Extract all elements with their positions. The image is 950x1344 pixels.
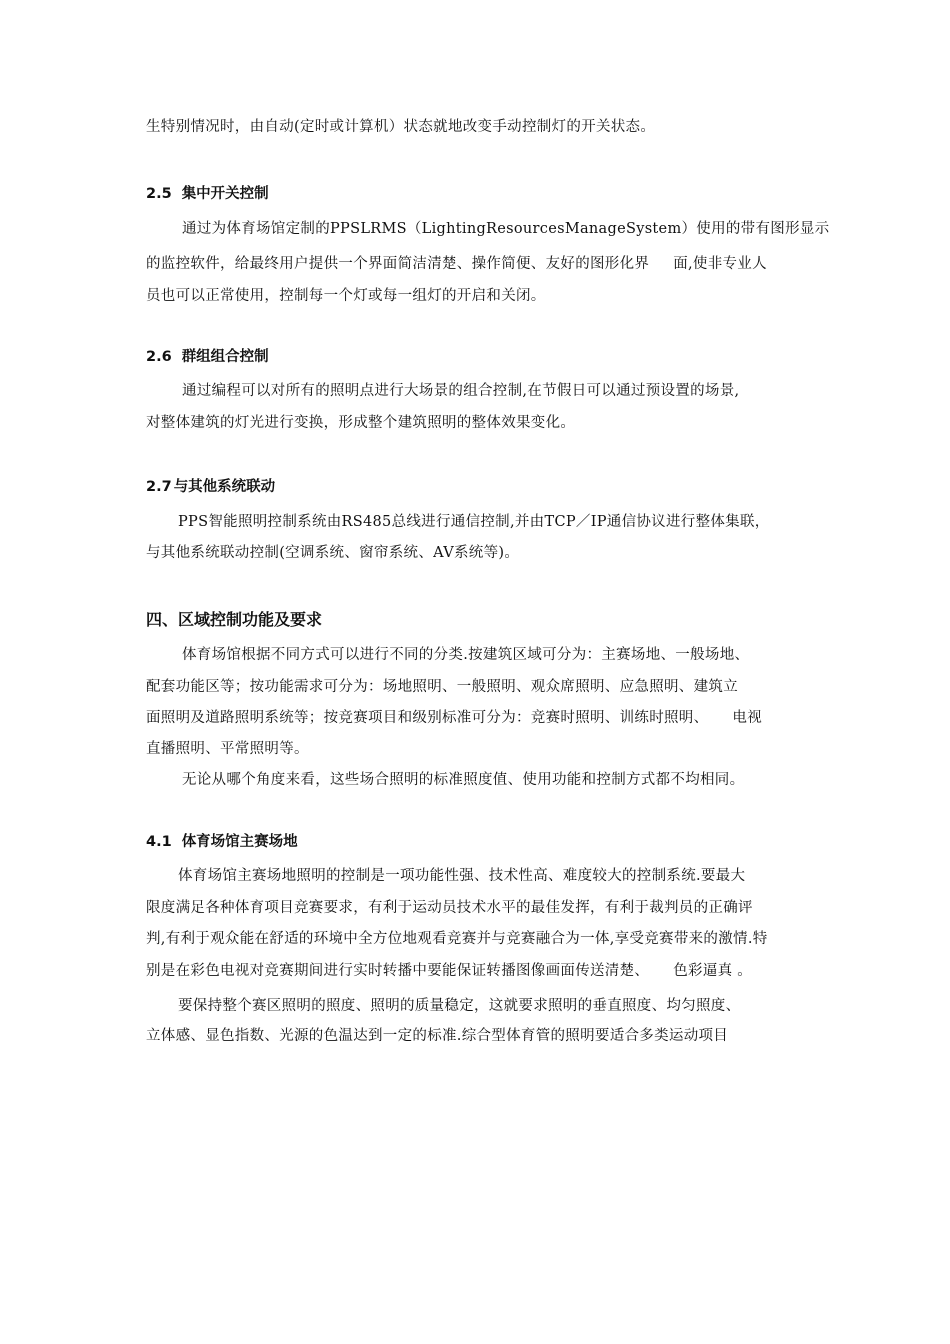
- section-heading-2-5: [146, 184, 269, 204]
- heading-number: 2.6: [146, 349, 172, 365]
- heading-number: 2.7: [146, 479, 172, 495]
- paragraph-segment: 的监控软件，给最终用户提供一个界面简洁清楚、操作简便、友好的图形化界: [146, 256, 650, 272]
- paragraph-line: [146, 961, 752, 981]
- paragraph-line: PPS智能照明控制系统由RS485总线进行通信控制,并由TCP／IP通信协议进行整体集联，: [178, 514, 770, 530]
- heading-text: 群组组合控制: [181, 349, 269, 365]
- paragraph-segment: 色彩逼真 。: [673, 963, 753, 979]
- paragraph-line: 立体感、显色指数、光源的色温达到一定的标准.综合型体育管的照明要适合多类运动项目: [146, 1028, 729, 1044]
- heading-number: 4.1: [146, 834, 172, 850]
- heading-text: 与其他系统联动: [173, 479, 276, 495]
- paragraph-line: 对整体建筑的灯光进行变换，形成整个建筑照明的整体效果变化。: [146, 415, 576, 431]
- paragraph-line: 通过为体育场馆定制的PPSLRMS（LightingResourcesManageSystem）使用的带有图形显示: [182, 221, 830, 237]
- heading-text: 集中开关控制: [181, 186, 269, 202]
- paragraph-line: 要保持整个赛区照明的照度、照明的质量稳定，这就要求照明的垂直照度、均匀照度、: [178, 998, 741, 1014]
- section-heading-2-6: [146, 347, 269, 367]
- paragraph-line: 生特别情况时，由自动(定时或计算机）状态就地改变手动控制灯的开关状态。: [146, 119, 656, 135]
- paragraph-line: 通过编程可以对所有的照明点进行大场景的组合控制,在节假日可以通过预设置的场景,: [182, 383, 740, 399]
- section-heading-4-1: [146, 832, 298, 852]
- section-heading-2-7: [146, 477, 275, 497]
- paragraph-line: 判,有利于观众能在舒适的环境中全方位地观看竞赛并与竞赛融合为一体,享受竞赛带来的激情.特: [146, 931, 768, 947]
- heading-number: 2.5: [146, 186, 172, 202]
- section-heading-4: 四、区域控制功能及要求: [146, 610, 323, 629]
- paragraph-segment: 别是在彩色电视对竞赛期间进行实时转播中要能保证转播图像画面传送清楚、: [146, 963, 650, 979]
- paragraph-line: 员也可以正常使用，控制每一个灯或每一组灯的开启和关闭。: [146, 288, 546, 304]
- paragraph-line: 与其他系统联动控制(空调系统、窗帘系统、AV系统等)。: [146, 545, 520, 561]
- paragraph-line: 配套功能区等；按功能需求可分为：场地照明、一般照明、观众席照明、应急照明、建筑立: [146, 679, 738, 695]
- paragraph-line: 体育场馆主赛场地照明的控制是一项功能性强、技术性高、难度较大的控制系统.要最大: [178, 868, 746, 884]
- paragraph-line: [146, 708, 762, 728]
- paragraph-line: [146, 254, 767, 274]
- paragraph-segment: 面,使非专业人: [673, 256, 767, 272]
- paragraph-line: 体育场馆根据不同方式可以进行不同的分类.按建筑区域可分为：主赛场地、一般场地、: [182, 647, 750, 663]
- paragraph-line: 无论从哪个角度来看，这些场合照明的标准照度值、使用功能和控制方式都不均相同。: [182, 772, 745, 788]
- paragraph-line: 限度满足各种体育项目竞赛要求，有利于运动员技术水平的最佳发挥，有利于裁判员的正确评: [146, 900, 753, 916]
- paragraph-segment: 面照明及道路照明系统等；按竞赛项目和级别标准可分为：竞赛时照明、训练时照明、: [146, 710, 709, 726]
- paragraph-segment: 电视: [732, 710, 763, 726]
- paragraph-line: 直播照明、平常照明等。: [146, 741, 309, 757]
- heading-text: 体育场馆主赛场地: [181, 834, 298, 850]
